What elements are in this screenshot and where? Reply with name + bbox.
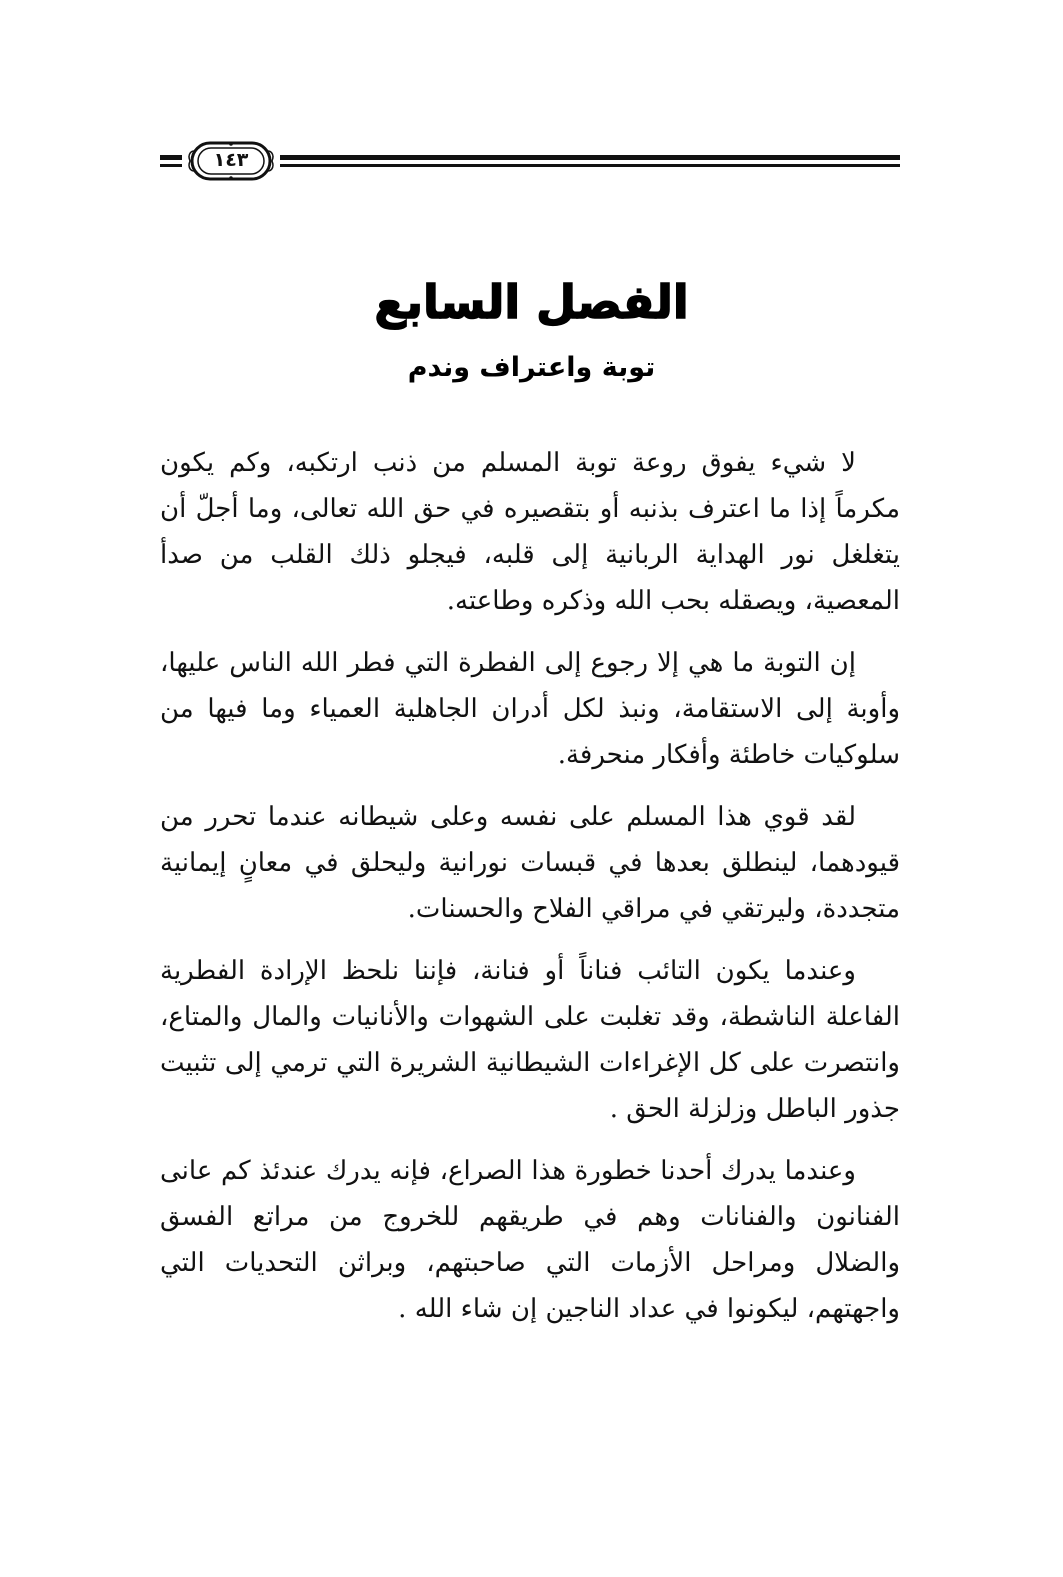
page-number-badge <box>186 140 276 182</box>
paragraph-1: لا شيء يفوق روعة توبة المسلم من ذنب ارتكبه، وكم يكون مكرماً إذا ما اعترف بذنبه أو بتقصيره في حق الله تعالى، وما أجلّ أن يتغلغل نور الهداية الربانية إلى قلبه، فيجلو ذلك القلب من صدأ المعصية، ويصقله بحب الله وذكره وطاعته. <box>160 448 900 616</box>
page-header <box>160 138 900 186</box>
header-rule-left <box>160 155 182 169</box>
header-rule-right <box>280 155 900 169</box>
paragraph-5: وعندما يدرك أحدنا خطورة هذا الصراع، فإنه يدرك عندئذ كم عانى الفنانون والفنانات وهم في طريقهم للخروج من مراتع الفسق والضلال ومراحل الأزمات التي صاحبتهم، وبراثن التحديات التي واجهتهم، ليكونوا في عداد الناجين إن شاء الله . <box>160 1156 900 1324</box>
body-text <box>160 440 900 1348</box>
page-number: ١٤٣ <box>213 149 249 171</box>
paragraph-4: وعندما يكون التائب فناناً أو فنانة، فإننا نلحظ الإرادة الفطرية الفاعلة الناشطة، وقد تغلبت على الشهوات والأنانيات والمال والمتاع، وانتصرت على كل الإغراءات الشيطانية الشريرة التي ترمي إلى تثبيت جذور الباطل وزلزلة الحق . <box>160 956 900 1124</box>
paragraph-2: إن التوبة ما هي إلا رجوع إلى الفطرة التي فطر الله الناس عليها، وأوبة إلى الاستقامة، ونبذ لكل أدران الجاهلية العمياء وما فيها من سلوكيات خاطئة وأفكار منحرفة. <box>160 648 900 770</box>
chapter-subtitle: توبة واعتراف وندم <box>407 352 656 383</box>
paragraph-3: لقد قوي هذا المسلم على نفسه وعلى شيطانه عندما تحرر من قيودهما، لينطلق بعدها في قبسات نورانية وليحلق في معانٍ إيمانية متجددة، وليرتقي في مراقي الفلاح والحسنات. <box>160 802 900 924</box>
chapter-title: الفصل السابع <box>374 275 689 329</box>
